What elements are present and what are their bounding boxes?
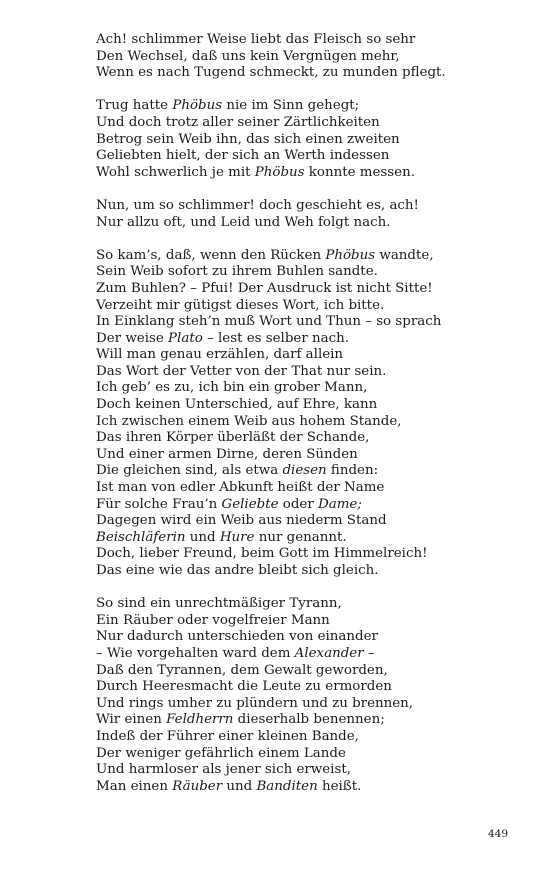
text-segment: Indeß der Führer einer kleinen Bande,: [96, 728, 359, 744]
text-segment: Doch keinen Unterschied, auf Ehre, kann: [96, 397, 378, 413]
verse-line: [96, 497, 516, 514]
text-segment: – Wie vorgehalten ward dem: [96, 645, 295, 661]
verse-line: [96, 729, 516, 746]
text-segment: Der weise: [96, 330, 169, 346]
poem-text: [96, 32, 516, 812]
verse-line: [96, 98, 516, 115]
verse-line: [96, 331, 516, 348]
verse-line: [96, 563, 516, 580]
text-segment: Geliebten hielt, der sich an Werth indessen: [96, 148, 390, 164]
italic-text: Plato: [168, 330, 203, 346]
text-segment: Und einer armen Dirne, deren Sünden: [96, 446, 358, 462]
text-segment: Sein Weib sofort zu ihrem Buhlen sandte.: [96, 264, 378, 280]
verse-line: [96, 397, 516, 414]
text-segment: Ist man von edler Abkunft heißt der Name: [96, 480, 385, 496]
italic-text: Dame;: [318, 496, 362, 512]
verse-line: [96, 264, 516, 281]
verse-line: [96, 513, 516, 530]
verse-line: [96, 480, 516, 497]
italic-text: Geliebte: [221, 496, 279, 512]
italic-text: Banditen: [256, 778, 318, 794]
italic-text: Beischläferin: [96, 529, 186, 545]
text-segment: –: [363, 645, 375, 661]
verse-line: [96, 347, 516, 364]
italic-text: Hure: [219, 529, 255, 545]
text-segment: Wohl schwerlich je mit: [96, 164, 255, 180]
verse-line: [96, 215, 516, 232]
text-segment: Ach! schlimmer Weise liebt das Fleisch so sehr: [96, 32, 416, 47]
text-segment: dieserhalb benennen;: [233, 712, 385, 728]
text-segment: Ein Räuber oder vogelfreier Mann: [96, 612, 330, 628]
text-segment: Daß den Tyrannen, dem Gewalt geworden,: [96, 662, 388, 678]
italic-text: Feldherrn: [166, 712, 234, 728]
italic-text: Phöbus: [325, 247, 376, 263]
italic-text: Phöbus: [254, 164, 305, 180]
text-segment: und: [185, 529, 220, 545]
verse-line: [96, 380, 516, 397]
verse-line: [96, 779, 516, 796]
verse-line: [96, 712, 516, 729]
text-segment: heißt.: [317, 778, 362, 794]
text-segment: nie im Sinn gehegt;: [222, 98, 360, 114]
text-segment: Der weniger gefährlich einem Lande: [96, 745, 346, 761]
italic-text: Phöbus: [172, 98, 223, 114]
text-segment: und: [222, 778, 257, 794]
verse-line: [96, 248, 516, 265]
stanza: [96, 98, 516, 181]
text-segment: Wenn es nach Tugend schmeckt, zu munden pflegt.: [96, 65, 446, 81]
text-segment: Nun, um so schlimmer! doch geschieht es, ach!: [96, 197, 419, 213]
text-segment: Ich zwischen einem Weib aus hohem Stande,: [96, 413, 402, 429]
verse-line: [96, 463, 516, 480]
verse-line: [96, 762, 516, 779]
text-segment: wandte,: [375, 247, 434, 263]
verse-line: [96, 49, 516, 66]
text-segment: Nur dadurch unterschieden von einander: [96, 629, 378, 645]
italic-text: Räuber: [172, 778, 223, 794]
text-segment: finden:: [326, 463, 379, 479]
text-segment: Dagegen wird ein Weib aus niederm Stand: [96, 513, 387, 529]
verse-line: [96, 663, 516, 680]
text-segment: Das eine wie das andre bleibt sich gleich.: [96, 563, 379, 578]
verse-line: [96, 364, 516, 381]
text-segment: Will man genau erzählen, darf allein: [96, 347, 344, 363]
verse-line: [96, 198, 516, 215]
verse-line: [96, 696, 516, 713]
text-segment: Durch Heeresmacht die Leute zu ermorden: [96, 679, 392, 695]
verse-line: [96, 148, 516, 165]
verse-line: [96, 314, 516, 331]
text-segment: – lest es selber nach.: [202, 330, 349, 346]
italic-text: Alexander: [294, 645, 364, 661]
text-segment: Nur allzu oft, und Leid und Weh folgt nach.: [96, 214, 391, 230]
text-segment: Und doch trotz aller seiner Zärtlichkeiten: [96, 114, 380, 130]
text-segment: Und harmloser als jener sich erweist,: [96, 762, 351, 778]
stanza: [96, 596, 516, 795]
verse-line: [96, 65, 516, 82]
verse-line: [96, 447, 516, 464]
stanza: [96, 248, 516, 580]
text-segment: nur genannt.: [254, 529, 347, 545]
text-segment: Die gleichen sind, als etwa: [96, 463, 283, 479]
italic-text: diesen: [282, 463, 327, 479]
verse-line: [96, 596, 516, 613]
verse-line: [96, 132, 516, 149]
verse-line: [96, 629, 516, 646]
text-segment: Das ihren Körper überläßt der Schande,: [96, 430, 370, 446]
text-segment: So kam’s, daß, wenn den Rücken: [96, 247, 326, 263]
verse-line: [96, 281, 516, 298]
text-segment: Ich geb’ es zu, ich bin ein grober Mann,: [96, 380, 368, 396]
verse-line: [96, 32, 516, 49]
text-segment: Das Wort der Vetter von der That nur sein.: [96, 363, 387, 379]
text-segment: So sind ein unrechtmäßiger Tyrann,: [96, 596, 342, 612]
verse-line: [96, 546, 516, 563]
text-segment: Für solche Frau’n: [96, 496, 222, 512]
verse-line: [96, 613, 516, 630]
stanza: [96, 198, 516, 231]
verse-line: [96, 530, 516, 547]
verse-line: [96, 646, 516, 663]
verse-line: [96, 298, 516, 315]
text-segment: Trug hatte: [96, 98, 173, 114]
verse-line: [96, 414, 516, 431]
verse-line: [96, 430, 516, 447]
verse-line: [96, 115, 516, 132]
verse-line: [96, 679, 516, 696]
text-segment: Wir einen: [96, 712, 167, 728]
stanza: [96, 32, 516, 82]
text-segment: Und rings umher zu plündern und zu brennen,: [96, 695, 414, 711]
verse-line: [96, 165, 516, 182]
text-segment: konnte messen.: [304, 164, 415, 180]
verse-line: [96, 746, 516, 763]
text-segment: Den Wechsel, daß uns kein Vergnügen mehr,: [96, 48, 400, 64]
text-segment: Doch, lieber Freund, beim Gott im Himmelreich!: [96, 546, 428, 562]
text-segment: Verzeiht mir gütigst dieses Wort, ich bitte.: [96, 297, 385, 313]
text-segment: oder: [278, 496, 319, 512]
text-segment: Zum Buhlen? – Pfui! Der Ausdruck ist nicht Sitte!: [96, 280, 433, 296]
page-number: 449: [487, 828, 508, 840]
text-segment: Man einen: [96, 778, 173, 794]
text-segment: In Einklang steh’n muß Wort und Thun – so sprach: [96, 314, 442, 330]
text-segment: Betrog sein Weib ihn, das sich einen zweiten: [96, 131, 400, 147]
